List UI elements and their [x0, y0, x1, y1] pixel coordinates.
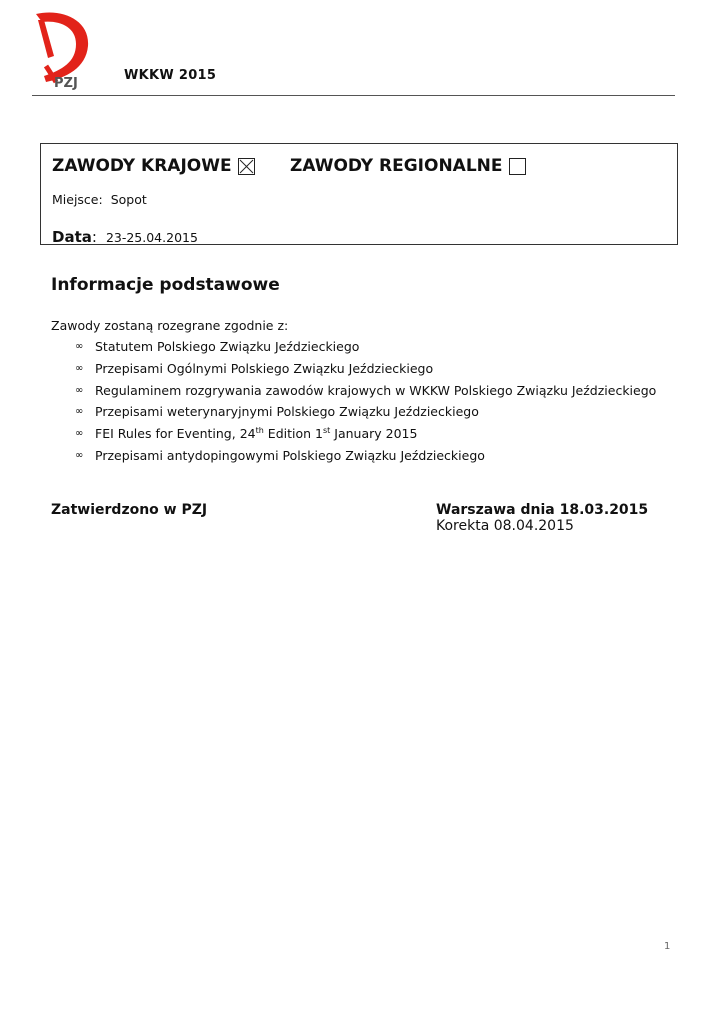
infinity-bullet-icon: ∞ — [75, 341, 84, 352]
infinity-bullet-icon: ∞ — [75, 384, 84, 396]
regional-checkbox[interactable] — [509, 158, 526, 175]
section-title: Informacje podstawowe — [51, 275, 280, 295]
date-row — [52, 228, 198, 246]
national-checkbox[interactable] — [238, 158, 255, 175]
list-item: ∞ Przepisami Ogólnymi Polskiego Związku Jeździeckiego — [75, 360, 434, 376]
header-divider — [32, 95, 675, 96]
national-label: ZAWODY KRAJOWE — [52, 156, 232, 176]
correction-date: Korekta 08.04.2015 — [436, 518, 574, 534]
list-item: ∞ FEI Rules for Eventing, 24th Edition 1st January 2015 — [75, 426, 418, 442]
date-value: 23-25.04.2015 — [105, 230, 198, 245]
rules-list — [75, 339, 656, 470]
pzj-logo — [32, 10, 96, 94]
place-label: Miejsce: — [52, 192, 103, 207]
list-item: ∞ Regulaminem rozgrywania zawodów krajowych w WKKW Polskiego Związku Jeździeckiego — [75, 382, 657, 398]
approved-label: Zatwierdzono w PZJ — [51, 502, 208, 518]
list-item: ∞ Przepisami weterynaryjnymi Polskiego Związku Jeździeckiego — [75, 404, 479, 420]
intro-text: Zawody zostaną rozegrane zgodnie z: — [51, 318, 289, 333]
logo-text: PZJ — [54, 76, 78, 91]
infinity-bullet-icon: ∞ — [75, 406, 84, 418]
date-colon: : — [91, 228, 97, 246]
list-item: ∞ Przepisami antydopingowymi Polskiego Związku Jeździeckiego — [75, 447, 485, 463]
infinity-bullet-icon: ∞ — [75, 449, 84, 461]
checked-x-icon — [239, 159, 254, 174]
page-number: 1 — [664, 941, 671, 952]
date-label: Data — [52, 228, 92, 246]
place-row — [52, 192, 147, 207]
national-category — [52, 156, 255, 176]
city-date: Warszawa dnia 18.03.2015 — [436, 502, 649, 518]
infinity-bullet-icon: ∞ — [75, 428, 84, 440]
infinity-bullet-icon: ∞ — [75, 362, 84, 374]
regional-label: ZAWODY REGIONALNE — [290, 156, 503, 176]
place-value: Sopot — [110, 192, 147, 207]
list-item: ∞ Statutem Polskiego Związku Jeździeckiego — [75, 339, 360, 354]
regional-category — [290, 156, 526, 176]
document-code: WKKW 2015 — [124, 68, 217, 83]
competition-box — [40, 143, 678, 245]
